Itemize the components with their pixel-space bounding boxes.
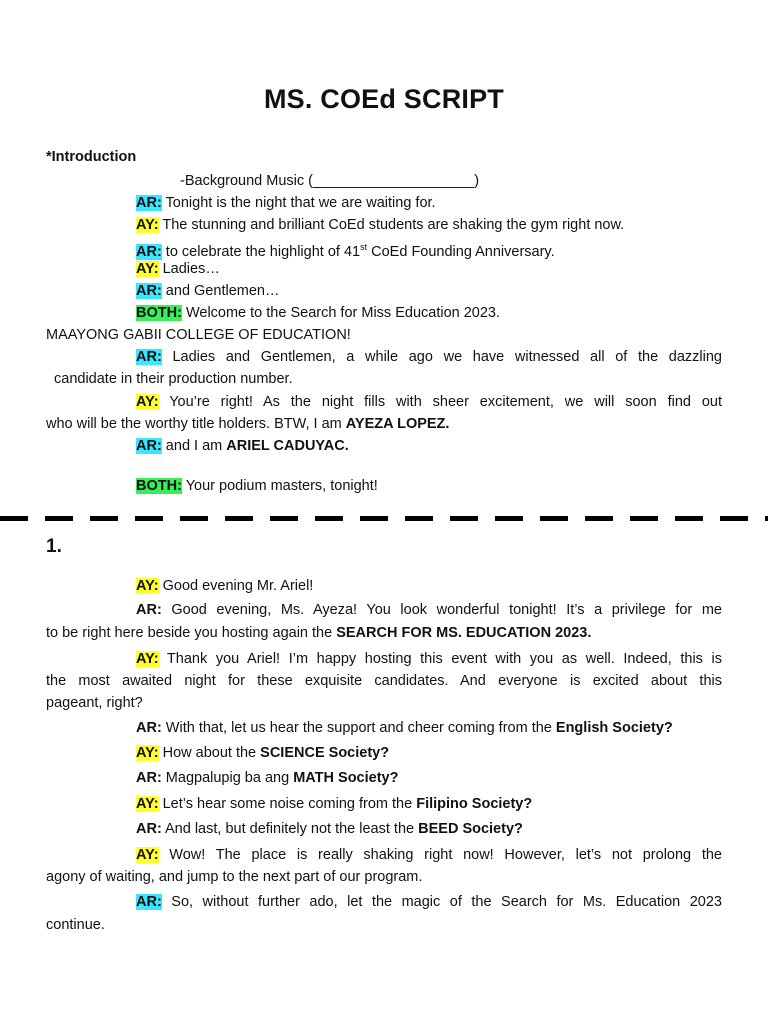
- speaker-ay: AY:: [136, 217, 159, 233]
- speaker-ar: AR:: [136, 349, 162, 365]
- intro-line-7: MAAYONG GABII COLLEGE OF EDUCATION!: [46, 327, 351, 343]
- s1-line-f: [136, 769, 398, 787]
- speaker-ar: AR:: [136, 894, 162, 910]
- s1-line-b2: [46, 624, 591, 642]
- s1-line-h: [136, 820, 523, 838]
- speaker-ar: AR:: [136, 770, 162, 786]
- event-name: SEARCH FOR MS. EDUCATION 2023.: [336, 625, 592, 641]
- speaker-ar: AR:: [136, 821, 162, 837]
- section-divider: [0, 516, 768, 521]
- line-text: Welcome to the Search for Miss Education 2023.: [181, 305, 501, 321]
- speaker-ay: AY:: [136, 847, 159, 863]
- intro-line-6: [136, 304, 500, 322]
- society-filipino: Filipino Society?: [416, 796, 533, 812]
- background-music-line: -Background Music (____________________): [180, 173, 480, 189]
- line-text: and Gentlemen…: [161, 283, 280, 299]
- s1-line-a: [136, 577, 313, 595]
- line-text: Good evening, Ms. Ayeza! You look wonderful tonight! It’s a privilege for me: [161, 602, 722, 618]
- s1-line-c3: pageant, right?: [46, 695, 143, 711]
- speaker-ar: AR:: [136, 438, 162, 454]
- speaker-ar: AR:: [136, 602, 162, 618]
- line-text: Thank you Ariel! I’m happy hosting this event with you as well. Indeed, this is: [158, 651, 722, 667]
- line-text: Ladies and Gentlemen, a while ago we have witnessed all of the dazzling: [161, 349, 722, 365]
- line-text: How about the: [158, 745, 261, 761]
- line-text: And last, but definitely not the least the: [161, 821, 419, 837]
- s1-line-b1: [136, 601, 722, 619]
- s1-line-j1: [136, 893, 722, 911]
- line-text: So, without further ado, let the magic of the Search for Ms. Education 2023: [161, 894, 722, 910]
- intro-line-8a: [136, 348, 722, 366]
- speaker-ay: AY:: [136, 261, 159, 277]
- superscript: st: [360, 242, 368, 252]
- line-text: who will be the worthy title holders. BTW, I am: [46, 416, 346, 432]
- speaker-ar: AR:: [136, 283, 162, 299]
- speaker-both: BOTH:: [136, 305, 182, 321]
- speaker-ay: AY:: [136, 578, 159, 594]
- s1-line-e: [136, 744, 389, 762]
- s1-line-i2: agony of waiting, and jump to the next part of our program.: [46, 869, 423, 885]
- speaker-ay: AY:: [136, 651, 159, 667]
- intro-line-11: [136, 477, 378, 495]
- line-text: Magpalupig ba ang: [161, 770, 294, 786]
- section-number: 1.: [46, 536, 62, 557]
- speaker-ar: AR:: [136, 720, 162, 736]
- document-title: MS. COEd SCRIPT: [263, 84, 504, 114]
- s1-line-j2: continue.: [46, 917, 105, 933]
- society-math: MATH Society?: [293, 770, 399, 786]
- intro-line-4: [136, 260, 220, 278]
- host-name-ayeza: AYEZA LOPEZ.: [345, 416, 450, 432]
- line-text: Tonight is the night that we are waiting for.: [161, 195, 436, 211]
- society-beed: BEED Society?: [418, 821, 523, 837]
- intro-line-2: [136, 216, 624, 234]
- intro-line-9b: [46, 415, 449, 433]
- line-text: CoEd Founding Anniversary.: [367, 243, 555, 260]
- line-text: to celebrate the highlight of 41: [161, 243, 361, 260]
- intro-line-1: [136, 194, 436, 212]
- speaker-ay: AY:: [136, 394, 159, 410]
- line-text: With that, let us hear the support and cheer coming from the: [161, 720, 556, 736]
- intro-line-9a: [136, 393, 722, 411]
- intro-line-10: [136, 437, 349, 455]
- intro-heading: *Introduction: [46, 149, 137, 165]
- speaker-ay: AY:: [136, 745, 159, 761]
- line-text: to be right here beside you hosting again the: [46, 625, 337, 641]
- s1-line-i1: [136, 846, 722, 864]
- line-text: and I am: [161, 438, 227, 454]
- intro-line-5: [136, 282, 279, 300]
- line-text: Good evening Mr. Ariel!: [158, 578, 314, 594]
- line-text: Wow! The place is really shaking right now! However, let’s not prolong the: [158, 847, 722, 863]
- line-text: Let’s hear some noise coming from the: [158, 796, 417, 812]
- speaker-both: BOTH:: [136, 478, 182, 494]
- s1-line-c1: [136, 650, 722, 668]
- s1-line-d: [136, 719, 673, 737]
- society-science: SCIENCE Society?: [260, 745, 390, 761]
- speaker-ar: AR:: [136, 243, 162, 260]
- line-text: The stunning and brilliant CoEd students are shaking the gym right now.: [158, 217, 625, 233]
- s1-line-c2: the most awaited night for these exquisite candidates. And everyone is excited about this: [46, 673, 722, 689]
- line-text: Your podium masters, tonight!: [181, 478, 378, 494]
- line-text: You’re right! As the night fills with sheer excitement, we will soon find out: [158, 394, 722, 410]
- speaker-ar: AR:: [136, 195, 162, 211]
- intro-line-3: [136, 238, 555, 261]
- speaker-ay: AY:: [136, 796, 159, 812]
- host-name-ariel: ARIEL CADUYAC.: [226, 438, 349, 454]
- society-english: English Society?: [555, 720, 673, 736]
- intro-line-8b: candidate in their production number.: [54, 371, 293, 387]
- s1-line-g: [136, 795, 532, 813]
- line-text: Ladies…: [158, 261, 220, 277]
